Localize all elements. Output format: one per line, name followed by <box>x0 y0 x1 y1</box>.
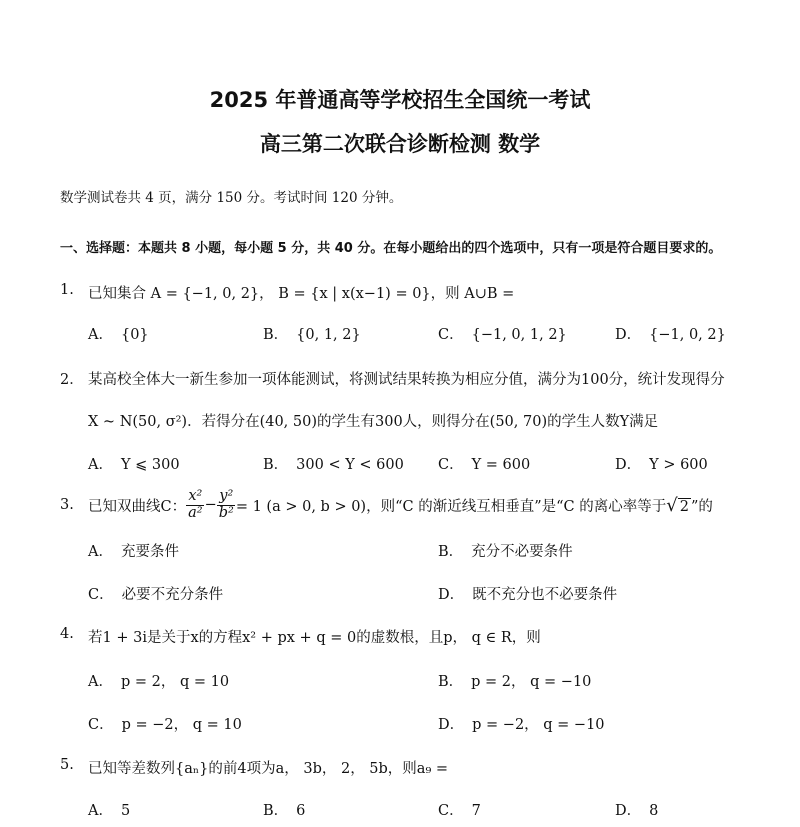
option-b[interactable]: B． 6 <box>263 803 306 819</box>
option-a[interactable]: A． 充要条件 <box>88 544 179 560</box>
fraction-y-over-b: $\frac{\text{y²}}{\text{b²}}$ <box>218 488 234 521</box>
question-stem: 若1 + 3i是关于x的方程x² + px + q = 0的虚数根，且p， q ∈ R，则 <box>88 630 541 646</box>
option-d[interactable]: D． 8 <box>615 803 659 819</box>
option-a[interactable]: A． Y ⩽ 300 <box>88 457 180 473</box>
question-stem: 已知双曲线C： $\frac{\text{x²}}{\text{a²}}$ − $\frac{\text{y²}}{\text{b²}}$ = 1 (a > 0, b > 0)，则“C 的渐近线互相垂直”是“C 的离心率等于 √ 2 ”的 <box>88 488 713 521</box>
section-heading: 一、选择题：本题共 8 小题，每小题 5 分，共 40 分。在每小题给出的四个选项中，只有一项是符合题目要求的。 <box>60 241 722 256</box>
option-a[interactable]: A． 5 <box>88 803 131 819</box>
option-c[interactable]: C． Y = 600 <box>438 457 531 473</box>
question-number: 4. <box>60 626 74 642</box>
question-number: 2． <box>60 372 84 388</box>
option-b[interactable]: B． 充分不必要条件 <box>438 544 573 560</box>
option-a[interactable]: A． {0} <box>88 327 149 343</box>
option-a[interactable]: A． p = 2， q = 10 <box>88 674 230 690</box>
option-d[interactable]: D． p = −2， q = −10 <box>438 717 605 733</box>
exam-title: 2025 年普通高等学校招生全国统一考试 <box>209 88 591 112</box>
question-stem: 某高校全体大一新生参加一项体能测试，将测试结果转换为相应分值，满分为100分，统计发现得分 <box>88 372 725 388</box>
question-number: 5. <box>60 757 74 773</box>
exam-subtitle: 高三第二次联合诊断检测 数学 <box>259 132 541 156</box>
option-d[interactable]: D． Y > 600 <box>615 457 708 473</box>
fraction-x-over-a: $\frac{\text{x²}}{\text{a²}}$ <box>188 488 203 521</box>
option-c[interactable]: C． 7 <box>438 803 481 819</box>
square-root: √ 2 <box>666 494 689 516</box>
option-b[interactable]: B． 300 < Y < 600 <box>263 457 404 473</box>
question-stem: 已知等差数列{aₙ}的前4项为a， 3b， 2， 5b，则a₉ = <box>88 761 449 777</box>
option-b[interactable]: B． p = 2， q = −10 <box>438 674 592 690</box>
question-number: 1. <box>60 282 74 298</box>
option-c[interactable]: C． {−1, 0, 1, 2} <box>438 327 567 343</box>
option-d[interactable]: D． 既不充分也不必要条件 <box>438 587 618 603</box>
option-c[interactable]: C． p = −2， q = 10 <box>88 717 242 733</box>
option-b[interactable]: B． {0, 1, 2} <box>263 327 361 343</box>
option-d[interactable]: D． {−1, 0, 2} <box>615 327 726 343</box>
option-c[interactable]: C． 必要不充分条件 <box>88 587 224 603</box>
question-stem-continued: X ~ N(50, σ²)．若得分在(40, 50)的学生有300人，则得分在(50, 70)的学生人数Y满足 <box>88 414 659 430</box>
question-stem: 已知集合 A = {−1, 0, 2}， B = {x | x(x−1) = 0}，则 A∪B = <box>88 286 515 302</box>
exam-instructions: 数学测试卷共 4 页，满分 150 分。考试时间 120 分钟。 <box>60 190 403 206</box>
question-number: 3. <box>60 497 74 513</box>
